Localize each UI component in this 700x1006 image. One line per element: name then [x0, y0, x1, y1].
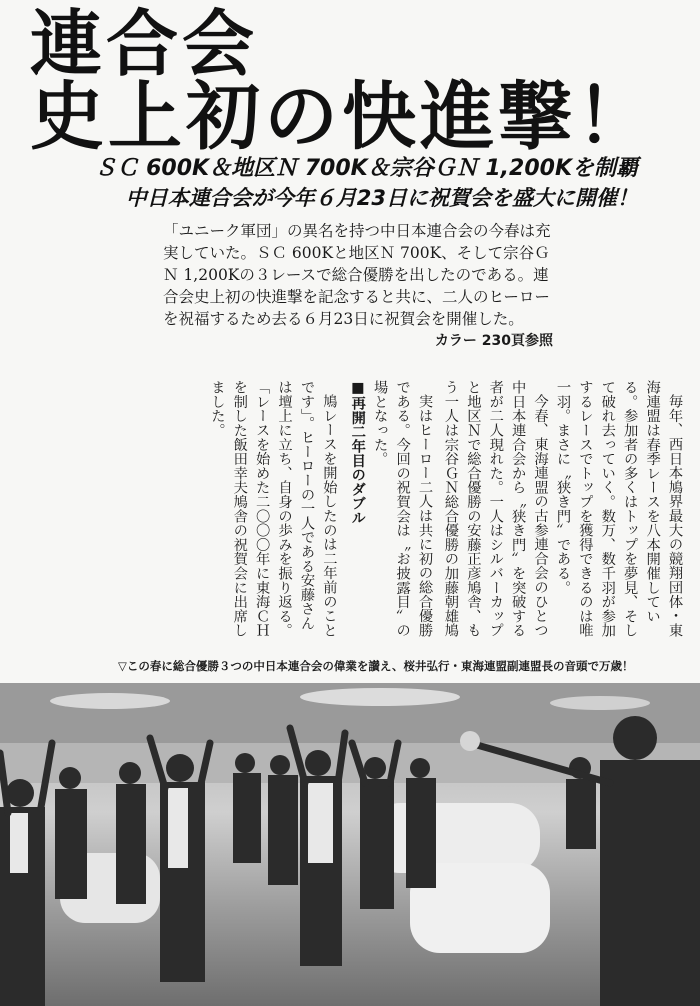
- body-paragraph: 実はヒーロー二人は共に初の総合優勝である。今回の祝賀会は〝お披露目〟の場となった。: [372, 380, 433, 638]
- headline-line-1: 連合会: [30, 1, 259, 86]
- body-paragraph: 今春、東海連盟の古参連合会のひとつ中日本連合会から〝狭き門〟を突破する者が二人現れた。一人はシルバーカップと地区Ｎで総合優勝の安藤正彦鳩舎、もう一人は宗谷ＧＮ総合優勝の加藤朝雄鳩: [442, 380, 549, 638]
- banquet-photo-illustration: [0, 683, 700, 1006]
- body-text-lower: [11, 380, 436, 642]
- headline-line-2: 史上初の快進撃！: [30, 74, 654, 160]
- body-paragraph: 鳩レースを開始したのは二年前のことです」。ヒーローの一人である安藤さんは壇上に立ち、自身の歩みを振り返る。「レースを始めた二〇〇〇年に東海ＣＨを制した飯田幸夫鳩舎の祝賀会に出席しました。: [209, 380, 338, 638]
- subheadline-line-1: ＳＣ 600K＆地区Ｎ 700K＆宗谷ＧＮ 1,200Kを制覇: [94, 156, 638, 181]
- body-text-upper: [442, 380, 686, 642]
- body-paragraph: 毎年、西日本鳩界最大の競翔団体・東海連盟は春季レースを八本開催している。参加者の多くはトップを夢見、そして破れ去っていく。数万、数千羽が参加するレースでトップを獲得できるのは唯一羽。まさに〝狭き門〟である。: [554, 380, 683, 638]
- banquet-photo: [0, 683, 700, 1006]
- photo-caption: ▽この春に総合優勝３つの中日本連合会の偉業を讃え、桜井弘行・東海連盟副連盟長の音頭で万歳！: [118, 659, 634, 673]
- lead-paragraph: [163, 220, 553, 352]
- lead-text: 「ユニーク軍団」の異名を持つ中日本連合会の今春は充実していた。ＳＣ 600Kと地区Ｎ 700K、そして宗谷ＧＮ 1,200Kの３レースで総合優勝を出したのである。連合会史上初の快進撃を記念すると共に、二人のヒーローを祝福するため去る６月23日に祝賀会を開催した。: [163, 222, 551, 328]
- color-page-reference: カラー 230頁参照: [434, 333, 553, 349]
- section-heading: ■再開二年目のダブル: [349, 380, 366, 525]
- subheadline-line-2: 中日本連合会が今年６月23日に祝賀会を盛大に開催！: [125, 186, 638, 210]
